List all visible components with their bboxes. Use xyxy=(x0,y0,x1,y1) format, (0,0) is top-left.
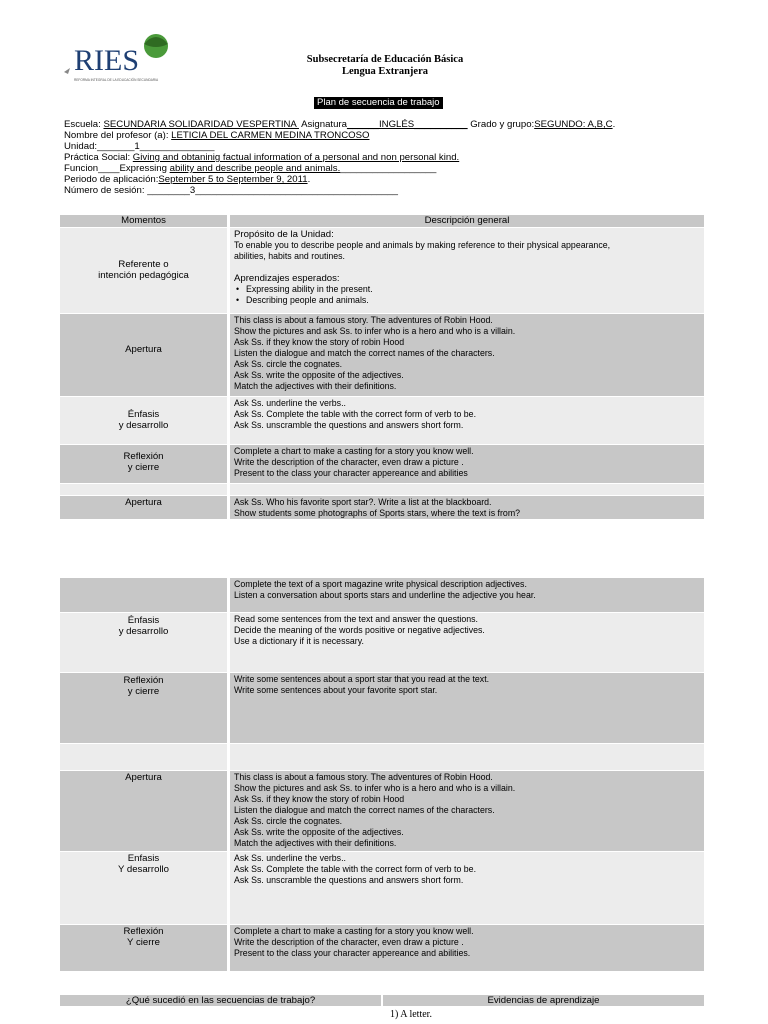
table-row: Énfasis y desarrollo Read some sentences from the text and answer the questions. Decide the meaning of the words positive or negative adjectives. Use a dictionary if it is necessary. xyxy=(60,613,704,672)
table-row: Reflexión y cierre Write some sentences about a sport star that you read at the text. Write some sentences about your favorite sport star. xyxy=(60,673,704,743)
meta-profesor-line: Nombre del profesor (a): LETICIA DEL CARMEN MEDINA TRONCOSO xyxy=(64,130,370,141)
table-row: Énfasis y desarrollo Ask Ss. underline the verbs.. Ask Ss. Complete the table with the correct form of verb to be. Ask Ss. unscramble the questions and answers short form. xyxy=(60,397,704,444)
meta-escuela-line: Escuela: SECUNDARIA SOLIDARIDAD VESPERTINA Asignatura______INGLÉS__________ Grado y grupo:SEGUNDO: A,B,C. xyxy=(64,119,616,130)
table-row: Apertura This class is about a famous story. The adventures of Robin Hood. Show the pictures and ask Ss. to infer who is a hero and who is a villain. Ask Ss. if they know the story of robin Hood Listen the dialogue and match the correct names of the characters. Ask Ss. circle the cognates. Ask Ss. write the opposite of the adjectives. Match the adjectives with their definitions. xyxy=(60,314,704,396)
que-sucedio-header: ¿Qué sucedió en las secuencias de trabajo? xyxy=(60,995,381,1006)
table-row: Complete the text of a sport magazine write physical description adjectives. Listen a conversation about sports stars and underline the adjective you hear. xyxy=(60,578,704,612)
plan-title: Plan de secuencia de trabajo xyxy=(314,97,443,109)
table-row xyxy=(60,744,704,770)
momentos-header: Momentos xyxy=(60,215,227,227)
table-row: Reflexión Y cierre Complete a chart to make a casting for a story you know well. Write the description of the character, even draw a picture . Present to the class your character appereance and abilities. xyxy=(60,925,704,971)
meta-unidad-line: Unidad:_______1______________ xyxy=(64,141,215,152)
meta-practica-line: Práctica Social: Giving and obtaninig factual information of a personal and non personal kind. xyxy=(64,152,460,163)
table-header-row xyxy=(60,215,704,227)
evidencias-header: Evidencias de aprendizaje xyxy=(383,995,704,1006)
evidence-item: 1) A letter. xyxy=(390,1009,432,1020)
table-row: Referente o intención pedagógica Propósito de la Unidad: To enable you to describe people and animals by making reference to their physical appearance, abilities, habits and routines. Aprendizajes esperados: • Expressing ability in the present. • Describing people and animals. xyxy=(60,228,704,313)
meta-funcion-line: Funcion____Expressing ability and describe people and animals.__________________ xyxy=(64,163,437,174)
meta-periodo-line: Periodo de aplicación:September 5 to September 9, 2011. xyxy=(64,174,311,185)
meta-sesion-line: Número de sesión: ________3______________________________________ xyxy=(64,185,398,196)
table-row: Apertura Ask Ss. Who his favorite sport star?. Write a list at the blackboard. Show students some photographs of Sports stars, where the text is from? xyxy=(60,496,704,519)
ries-logo xyxy=(60,30,180,86)
header-line2: Lengua Extranjera xyxy=(341,66,429,77)
table-row: Apertura This class is about a famous story. The adventures of Robin Hood. Show the pictures and ask Ss. to infer who is a hero and who is a villain. Ask Ss. if they know the story of robin Hood Listen the dialogue and match the correct names of the characters. Ask Ss. circle the cognates. Ask Ss. write the opposite of the adjectives. Match the adjectives with their definitions. xyxy=(60,771,704,851)
descripcion-header: Descripción general xyxy=(230,215,704,227)
logo-text: RIES xyxy=(74,44,140,77)
table-row: Enfasis Y desarrollo Ask Ss. underline the verbs.. Ask Ss. Complete the table with the correct form of verb to be. Ask Ss. unscramble the questions and answers short form. xyxy=(60,852,704,924)
table-row: Reflexión y cierre Complete a chart to make a casting for a story you know well. Write the description of the character, even draw a picture . Present to the class your character appereance and abilities xyxy=(60,445,704,483)
svg-text:REFORMA INTEGRAL DE LA EDUCACI: REFORMA INTEGRAL DE LA EDUCACIÓN SECUNDARIA xyxy=(74,78,159,82)
table-row xyxy=(60,484,704,495)
header-line1: Subsecretaría de Educación Básica xyxy=(306,54,464,65)
